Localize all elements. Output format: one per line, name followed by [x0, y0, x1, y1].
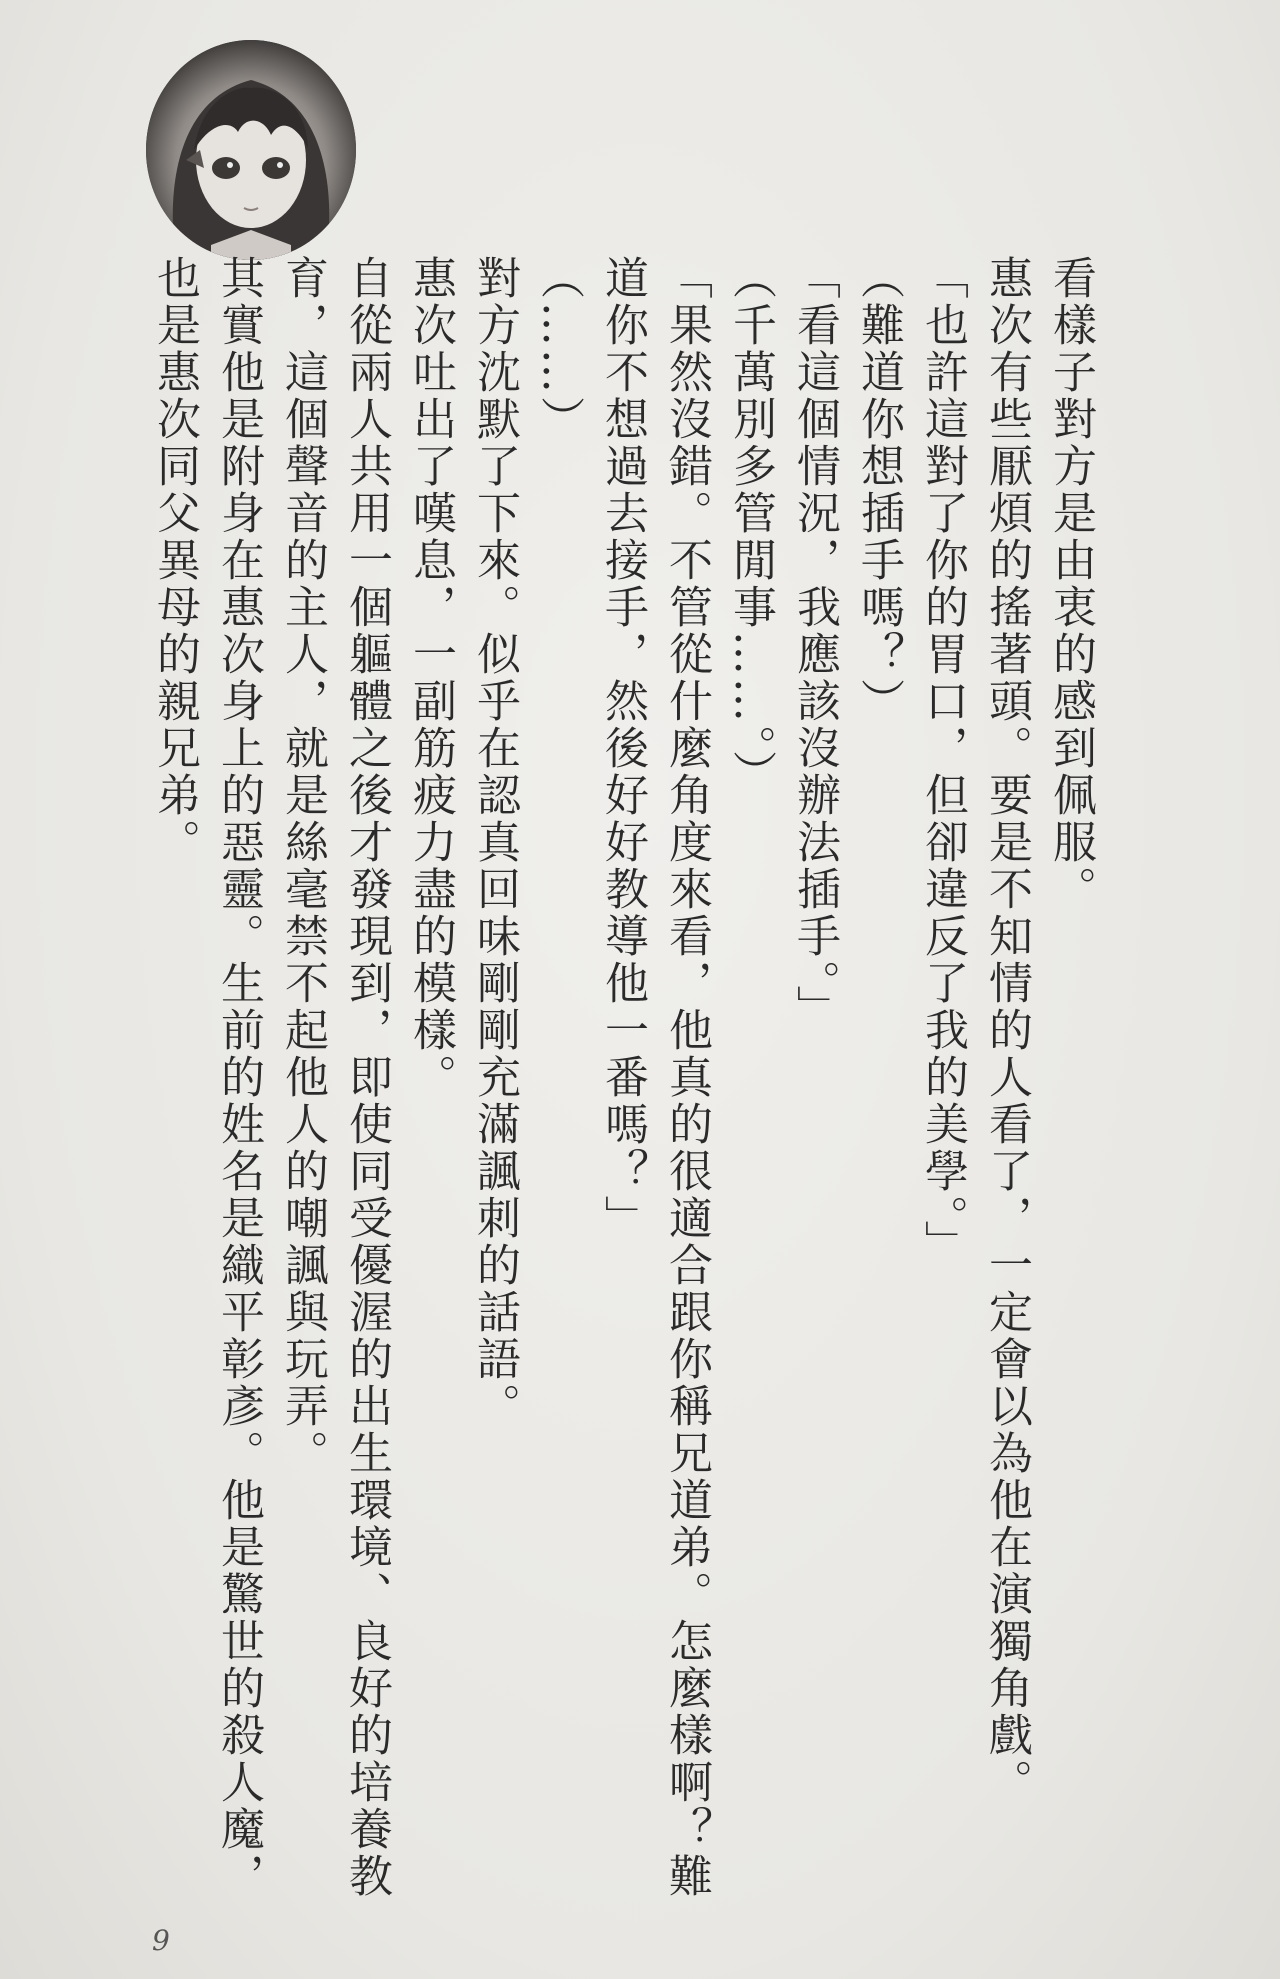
- paragraph-line: 其實他是附身在惠次身上的惡靈。生前的姓名是織平彰彥。他是驚世的殺人魔，: [213, 255, 264, 1900]
- paragraph-line: 惠次有些厭煩的搖著頭。要是不知情的人看了，一定會以為他在演獨角戲。: [981, 255, 1032, 1806]
- paragraph-line: 育，這個聲音的主人，就是絲毫禁不起他人的嘲諷與玩弄。: [277, 255, 328, 1477]
- character-portrait-image: [146, 40, 356, 260]
- paragraph-line: 「看這個情況，我應該沒辦法插手。」: [789, 255, 840, 1032]
- paragraph-line: 「果然沒錯。不管從什麼角度來看，他真的很適合跟你稱兄道弟。怎麼樣啊？難: [661, 255, 712, 1900]
- paragraph-line: 「也許這對了你的胃口，但卻違反了我的美學。」: [917, 255, 968, 1267]
- paragraph-line: 自從兩人共用一個軀體之後才發現到，即使同受優渥的出生環境、良好的培養教: [341, 255, 392, 1900]
- paragraph-line: 看樣子對方是由衷的感到佩服。: [1045, 255, 1096, 913]
- page-number: 9: [152, 1924, 170, 1957]
- paragraph-line: （……）: [533, 255, 584, 443]
- paragraph-line: 對方沈默了下來。似乎在認真回味剛剛充滿諷刺的話語。: [469, 255, 520, 1430]
- paragraph-line: （千萬別多管閒事……。）: [725, 255, 776, 797]
- paragraph-line: 也是惠次同父異母的親兄弟。: [149, 255, 200, 866]
- paragraph-line: 惠次吐出了嘆息，一副筋疲力盡的模樣。: [405, 255, 456, 1101]
- paragraph-line: （難道你想插手嗎？）: [853, 255, 904, 725]
- girl-portrait-illustration: [146, 40, 356, 260]
- vertical-text-body: [142, 255, 1102, 1900]
- paragraph-line: 道你不想過去接手，然後好好教導他一番嗎？」: [597, 255, 648, 1242]
